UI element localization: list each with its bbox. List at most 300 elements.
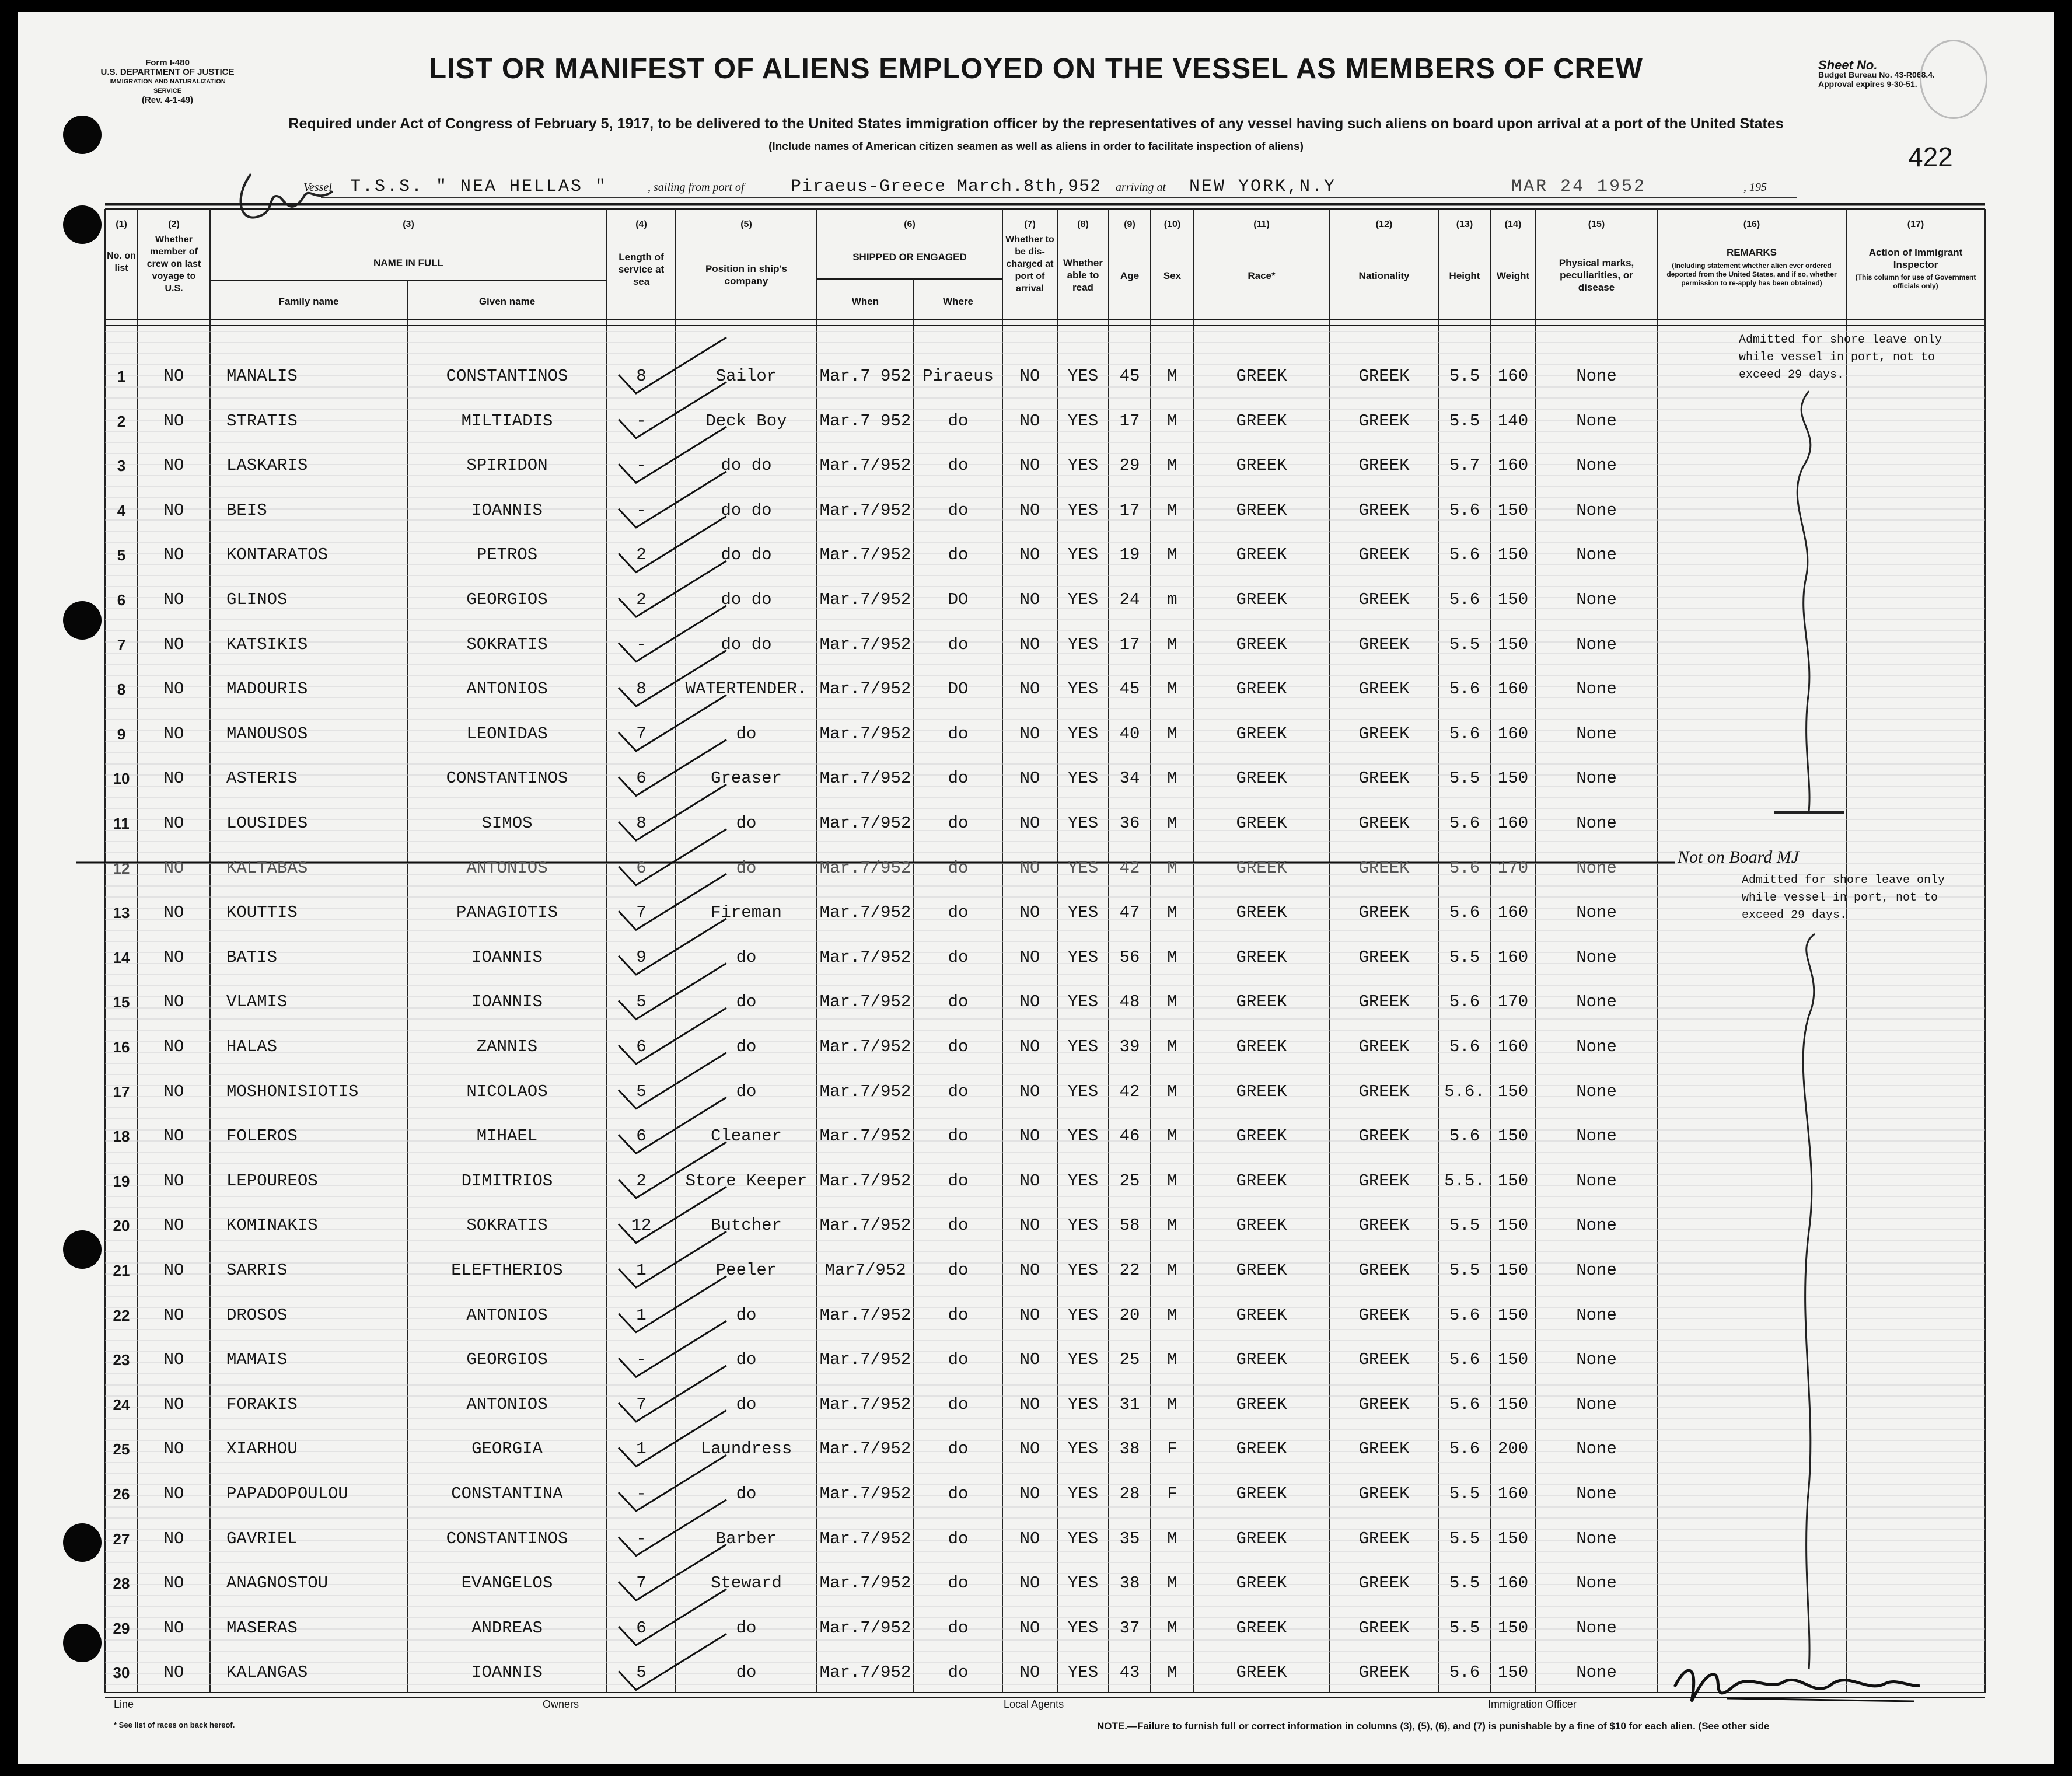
- check-mark: [619, 650, 726, 706]
- cell-family: LASKARIS: [226, 456, 308, 476]
- cell-nationality: GREEK: [1358, 1126, 1410, 1146]
- cell-n: 14: [113, 948, 130, 966]
- cell-sex: M: [1167, 1081, 1177, 1101]
- cell-height: 5.6: [1449, 500, 1480, 520]
- remark-bracket-1: [1739, 385, 1856, 829]
- cell-read: YES: [1067, 634, 1099, 654]
- cell-nationality: GREEK: [1358, 1305, 1410, 1325]
- cell-service: 6: [636, 769, 647, 788]
- cell-family: GAVRIEL: [226, 1529, 298, 1548]
- cell-age: 34: [1119, 769, 1140, 788]
- cell-given: MIHAEL: [476, 1126, 538, 1146]
- cell-given: CONSTANTINA: [451, 1484, 563, 1503]
- cell-where: Piraeus: [923, 367, 994, 386]
- check-mark: [619, 1321, 726, 1377]
- cell-weight: 150: [1497, 1216, 1529, 1236]
- cell-height: 5.5: [1449, 1573, 1480, 1593]
- cell-race: GREEK: [1236, 1663, 1287, 1683]
- col-8-header: Whether able to read: [1063, 257, 1103, 293]
- check-mark: [619, 1097, 726, 1153]
- cell-weight: 160: [1497, 367, 1529, 386]
- cell-where: do: [948, 1037, 969, 1056]
- cell-n: 25: [113, 1440, 130, 1459]
- cell-family: SARRIS: [226, 1261, 288, 1280]
- cell-family: MANOUSOS: [226, 724, 308, 744]
- cell-sex: M: [1167, 858, 1177, 878]
- cell-race: GREEK: [1236, 1484, 1287, 1503]
- cell-age: 42: [1119, 858, 1140, 878]
- cell-service: -: [636, 634, 647, 654]
- cell-nationality: GREEK: [1358, 992, 1410, 1012]
- cell-marks: None: [1576, 411, 1617, 431]
- cell-read: YES: [1067, 411, 1099, 431]
- cell-service: 1: [636, 1305, 647, 1325]
- cell-read: YES: [1067, 769, 1099, 788]
- cell-read: YES: [1067, 814, 1099, 833]
- cell-height: 5.6: [1449, 858, 1480, 878]
- col-14-number: (14): [1504, 219, 1522, 229]
- cell-marks: None: [1576, 1037, 1617, 1056]
- cell-nationality: GREEK: [1358, 1216, 1410, 1236]
- cell-height: 5.6: [1449, 545, 1480, 565]
- cell-weight: 200: [1497, 1439, 1529, 1459]
- cell-position: do do: [721, 545, 772, 565]
- cell-n: 30: [113, 1664, 130, 1682]
- cell-family: KONTARATOS: [226, 545, 329, 565]
- cell-where: do: [948, 1484, 969, 1503]
- cell-marks: None: [1576, 1484, 1617, 1503]
- cell-position: do do: [721, 634, 772, 654]
- cell-height: 5.5: [1449, 1618, 1480, 1638]
- cell-prev: NO: [163, 814, 184, 833]
- cell-given: EVANGELOS: [461, 1573, 553, 1593]
- cell-marks: None: [1576, 590, 1617, 609]
- cell-prev: NO: [163, 634, 184, 654]
- cell-prev: NO: [163, 1305, 184, 1325]
- cell-age: 45: [1119, 679, 1140, 699]
- cell-race: GREEK: [1236, 367, 1287, 386]
- cell-nationality: GREEK: [1358, 679, 1410, 699]
- cell-marks: None: [1576, 1216, 1617, 1236]
- cell-discharge: NO: [1019, 1350, 1040, 1370]
- cell-given: DIMITRIOS: [461, 1171, 553, 1191]
- cell-when: Mar.7/952: [819, 769, 911, 788]
- cell-position: do: [736, 1484, 757, 1503]
- cell-when: Mar.7/952: [819, 814, 911, 833]
- cell-where: DO: [948, 679, 969, 699]
- cell-weight: 150: [1497, 1081, 1529, 1101]
- cell-when: Mar.7/952: [819, 456, 911, 476]
- cell-when: Mar.7/952: [819, 1081, 911, 1101]
- col-9-number: (9): [1124, 219, 1135, 229]
- cell-age: 38: [1119, 1439, 1140, 1459]
- cell-where: do: [948, 1529, 969, 1548]
- cell-marks: None: [1576, 947, 1617, 967]
- cell-family: HALAS: [226, 1037, 278, 1056]
- cell-sex: M: [1167, 1394, 1177, 1414]
- col-1-number: (1): [116, 219, 127, 229]
- cell-marks: None: [1576, 858, 1617, 878]
- cell-height: 5.6: [1449, 679, 1480, 699]
- cell-sex: M: [1167, 903, 1177, 923]
- cell-service: 7: [636, 724, 647, 744]
- cell-read: YES: [1067, 1484, 1099, 1503]
- cell-nationality: GREEK: [1358, 1261, 1410, 1280]
- cell-when: Mar.7/952: [819, 1305, 911, 1325]
- cell-sex: M: [1167, 992, 1177, 1012]
- cell-sex: M: [1167, 456, 1177, 476]
- col-14-header: Weight: [1496, 270, 1530, 281]
- cell-height: 5.6: [1449, 1394, 1480, 1414]
- cell-family: FORAKIS: [226, 1394, 298, 1414]
- cell-nationality: GREEK: [1358, 456, 1410, 476]
- footer-officer-label: Immigration Officer: [1488, 1698, 1577, 1710]
- form-revision: (Rev. 4-1-49): [141, 95, 194, 105]
- cell-read: YES: [1067, 590, 1099, 609]
- check-mark: [619, 561, 726, 617]
- cell-where: do: [948, 545, 969, 565]
- cell-discharge: NO: [1019, 724, 1040, 744]
- cell-prev: NO: [163, 1484, 184, 1503]
- cell-age: 56: [1119, 947, 1140, 967]
- cell-height: 5.6: [1449, 590, 1480, 609]
- cell-n: 4: [117, 501, 126, 519]
- cell-race: GREEK: [1236, 1529, 1287, 1548]
- cell-weight: 150: [1497, 1529, 1529, 1548]
- cell-read: YES: [1067, 1394, 1099, 1414]
- cell-sex: M: [1167, 1573, 1177, 1593]
- cell-race: GREEK: [1236, 679, 1287, 699]
- cell-prev: NO: [163, 590, 184, 609]
- cell-when: Mar.7/952: [819, 1573, 911, 1593]
- cell-discharge: NO: [1019, 1261, 1040, 1280]
- check-mark: [619, 784, 726, 840]
- cell-age: 39: [1119, 1037, 1140, 1056]
- cell-marks: None: [1576, 1618, 1617, 1638]
- cell-nationality: GREEK: [1358, 1171, 1410, 1191]
- cell-when: Mar.7/952: [819, 634, 911, 654]
- cell-when: Mar.7/952: [819, 1350, 911, 1370]
- cell-when: Mar.7/952: [819, 590, 911, 609]
- cell-age: 22: [1119, 1261, 1140, 1280]
- cell-race: GREEK: [1236, 634, 1287, 654]
- col-11-header: Race*: [1248, 270, 1276, 281]
- cell-marks: None: [1576, 367, 1617, 386]
- cell-position: Steward: [711, 1573, 782, 1593]
- cell-where: do: [948, 634, 969, 654]
- cell-age: 28: [1119, 1484, 1140, 1503]
- remark-line: Admitted for shore leave only: [1742, 874, 1945, 887]
- cell-prev: NO: [163, 1573, 184, 1593]
- cell-nationality: GREEK: [1358, 903, 1410, 923]
- cell-sex: M: [1167, 367, 1177, 386]
- check-mark: [619, 963, 726, 1019]
- cell-given: CONSTANTINOS: [446, 367, 568, 386]
- cell-nationality: GREEK: [1358, 1081, 1410, 1101]
- cell-prev: NO: [163, 411, 184, 431]
- cell-service: 7: [636, 1573, 647, 1593]
- cell-prev: NO: [163, 679, 184, 699]
- col-12-number: (12): [1375, 219, 1393, 229]
- col-6-number: (6): [904, 219, 916, 229]
- cell-service: -: [636, 411, 647, 431]
- cell-when: Mar.7/952: [819, 1394, 911, 1414]
- arriving-label: arriving at: [1116, 181, 1166, 194]
- cell-marks: None: [1576, 1171, 1617, 1191]
- cell-family: BEIS: [226, 500, 267, 520]
- races-footnote: * See list of races on back hereof.: [114, 1721, 235, 1729]
- cell-given: IOANNIS: [471, 500, 543, 520]
- cell-weight: 170: [1497, 992, 1529, 1012]
- cell-where: do: [948, 724, 969, 744]
- cell-service: 6: [636, 1126, 647, 1146]
- cell-height: 5.6: [1449, 1439, 1480, 1459]
- cell-weight: 160: [1497, 814, 1529, 833]
- cell-marks: None: [1576, 992, 1617, 1012]
- col-7-header: Whether to be dis-charged at port of arrival: [1005, 235, 1054, 294]
- cell-marks: None: [1576, 1305, 1617, 1325]
- cell-read: YES: [1067, 1439, 1099, 1459]
- cell-race: GREEK: [1236, 1394, 1287, 1414]
- col-9-header: Age: [1120, 270, 1140, 281]
- cell-read: YES: [1067, 724, 1099, 744]
- cell-weight: 150: [1497, 545, 1529, 565]
- cell-sex: M: [1167, 545, 1177, 565]
- col-17-subheader: (This column for use of Government officials only): [1855, 273, 1976, 290]
- col-5-number: (5): [740, 219, 752, 229]
- check-mark: [619, 1634, 726, 1690]
- cell-where: do: [948, 769, 969, 788]
- cell-read: YES: [1067, 1663, 1099, 1683]
- cell-position: Fireman: [711, 903, 782, 923]
- cell-read: YES: [1067, 1126, 1099, 1146]
- cell-family: ASTERIS: [226, 769, 298, 788]
- cell-marks: None: [1576, 769, 1617, 788]
- department-name: U.S. DEPARTMENT OF JUSTICE: [100, 67, 235, 77]
- cell-n: 7: [117, 636, 126, 654]
- cell-marks: None: [1576, 1394, 1617, 1414]
- check-mark: [619, 1053, 726, 1109]
- cell-family: VLAMIS: [226, 992, 288, 1012]
- cell-family: MOSHONISIOTIS: [226, 1081, 359, 1101]
- cell-position: Greaser: [711, 769, 782, 788]
- cell-where: do: [948, 903, 969, 923]
- cell-where: do: [948, 1081, 969, 1101]
- cell-prev: NO: [163, 1394, 184, 1414]
- cell-n: 19: [113, 1172, 130, 1190]
- cell-marks: None: [1576, 903, 1617, 923]
- cell-discharge: NO: [1019, 367, 1040, 386]
- check-mark: [619, 695, 726, 751]
- cell-race: GREEK: [1236, 545, 1287, 565]
- cell-when: Mar.7/952: [819, 1663, 911, 1683]
- page-number: 422: [1908, 142, 1953, 172]
- check-mark: [619, 1008, 726, 1064]
- sailing-label: , sailing from port of: [648, 181, 745, 194]
- cell-when: Mar.7/952: [819, 1484, 911, 1503]
- cell-n: 17: [113, 1083, 130, 1101]
- cell-prev: NO: [163, 545, 184, 565]
- cell-age: 45: [1119, 367, 1140, 386]
- cell-position: do: [736, 814, 757, 833]
- cell-given: ANTONIOS: [466, 858, 548, 878]
- check-mark: [619, 829, 726, 885]
- manifest-page: [18, 12, 2054, 1764]
- cell-where: do: [948, 1350, 969, 1370]
- cell-family: FOLEROS: [226, 1126, 298, 1146]
- cell-position: do: [736, 1081, 757, 1101]
- cell-given: ANTONIOS: [466, 1394, 548, 1414]
- cell-when: Mar.7/952: [819, 992, 911, 1012]
- cell-n: 20: [113, 1217, 130, 1235]
- check-mark: [619, 739, 726, 795]
- cell-weight: 160: [1497, 947, 1529, 967]
- cell-n: 26: [113, 1485, 130, 1503]
- cell-nationality: GREEK: [1358, 1529, 1410, 1548]
- cell-read: YES: [1067, 1305, 1099, 1325]
- cell-n: 15: [113, 993, 130, 1011]
- cell-read: YES: [1067, 545, 1099, 565]
- cell-where: do: [948, 814, 969, 833]
- check-mark: [619, 919, 726, 975]
- check-mark: [619, 516, 726, 572]
- cell-height: 5.6: [1449, 1350, 1480, 1370]
- cell-family: PAPADOPOULOU: [226, 1484, 348, 1503]
- cell-service: 7: [636, 1394, 647, 1414]
- cell-nationality: GREEK: [1358, 1618, 1410, 1638]
- cell-discharge: NO: [1019, 411, 1040, 431]
- cell-weight: 150: [1497, 1126, 1529, 1146]
- cell-height: 5.5: [1449, 769, 1480, 788]
- remark-bracket-2: [1739, 928, 1856, 1681]
- cell-age: 19: [1119, 545, 1140, 565]
- cell-discharge: NO: [1019, 500, 1040, 520]
- cell-read: YES: [1067, 1216, 1099, 1236]
- cell-given: ELEFTHERIOS: [451, 1261, 563, 1280]
- cell-position: do: [736, 1037, 757, 1056]
- check-mark: [619, 1187, 726, 1243]
- check-mark: [619, 1544, 726, 1600]
- cell-nationality: GREEK: [1358, 724, 1410, 744]
- cell-service: 8: [636, 367, 647, 386]
- col-11-number: (11): [1253, 219, 1270, 229]
- cell-read: YES: [1067, 903, 1099, 923]
- cell-weight: 160: [1497, 679, 1529, 699]
- cell-marks: None: [1576, 724, 1617, 744]
- cell-nationality: GREEK: [1358, 500, 1410, 520]
- cell-service: 7: [636, 903, 647, 923]
- cell-discharge: NO: [1019, 1171, 1040, 1191]
- cell-position: do: [736, 1350, 757, 1370]
- cell-position: WATERTENDER.: [685, 679, 808, 699]
- col-13-header: Height: [1449, 270, 1480, 281]
- remark-line: exceed 29 days.: [1742, 909, 1847, 922]
- cell-when: Mar.7/952: [819, 500, 911, 520]
- cell-when: Mar.7/952: [819, 1171, 911, 1191]
- col-6-where-header: Where: [943, 296, 973, 307]
- cell-n: 10: [113, 770, 130, 788]
- col-10-header: Sex: [1163, 270, 1182, 281]
- cell-marks: None: [1576, 1261, 1617, 1280]
- cell-age: 20: [1119, 1305, 1140, 1325]
- cell-race: GREEK: [1236, 769, 1287, 788]
- cell-height: 5.6: [1449, 814, 1480, 833]
- cell-family: MASERAS: [226, 1618, 298, 1638]
- cell-age: 17: [1119, 411, 1140, 431]
- cell-marks: None: [1576, 456, 1617, 476]
- cell-weight: 160: [1497, 903, 1529, 923]
- approval-expiry: Approval expires 9-30-51.: [1818, 79, 1917, 89]
- cell-sex: M: [1167, 1126, 1177, 1146]
- cell-read: YES: [1067, 367, 1099, 386]
- cell-discharge: NO: [1019, 1484, 1040, 1503]
- cell-where: do: [948, 1126, 969, 1146]
- cell-given: ZANNIS: [476, 1037, 538, 1056]
- cell-nationality: GREEK: [1358, 1663, 1410, 1683]
- cell-read: YES: [1067, 858, 1099, 878]
- cell-read: YES: [1067, 1573, 1099, 1593]
- cell-read: YES: [1067, 1529, 1099, 1548]
- cell-read: YES: [1067, 1350, 1099, 1370]
- cell-discharge: NO: [1019, 903, 1040, 923]
- cell-marks: None: [1576, 1663, 1617, 1683]
- cell-age: 37: [1119, 1618, 1140, 1638]
- cell-sex: m: [1167, 590, 1177, 609]
- cell-sex: M: [1167, 769, 1177, 788]
- cell-height: 5.5: [1449, 1529, 1480, 1548]
- cell-prev: NO: [163, 947, 184, 967]
- vessel-name: T.S.S. " NEA HELLAS ": [350, 177, 608, 197]
- cell-height: 5.5: [1449, 1484, 1480, 1503]
- cell-age: 38: [1119, 1573, 1140, 1593]
- cell-nationality: GREEK: [1358, 634, 1410, 654]
- cell-given: GEORGIOS: [466, 1350, 548, 1370]
- footer-owners-label: Owners: [543, 1698, 579, 1710]
- col-15-header: Physical marks, peculiarities, or disease: [1559, 257, 1634, 293]
- cell-weight: 150: [1497, 769, 1529, 788]
- cell-marks: None: [1576, 634, 1617, 654]
- cell-service: -: [636, 456, 647, 476]
- cell-when: Mar.7/952: [819, 1037, 911, 1056]
- cell-weight: 150: [1497, 500, 1529, 520]
- cell-nationality: GREEK: [1358, 1037, 1410, 1056]
- cell-race: GREEK: [1236, 858, 1287, 878]
- check-mark: [619, 606, 726, 662]
- cell-weight: 150: [1497, 634, 1529, 654]
- col-4-header: Length of service at sea: [618, 252, 665, 287]
- cell-when: Mar7/952: [824, 1261, 906, 1280]
- cell-race: GREEK: [1236, 1171, 1287, 1191]
- cell-service: 1: [636, 1439, 647, 1459]
- check-mark: [619, 337, 726, 393]
- cell-position: Sailor: [715, 367, 777, 386]
- cell-given: CONSTANTINOS: [446, 1529, 568, 1548]
- cell-nationality: GREEK: [1358, 769, 1410, 788]
- cell-age: 48: [1119, 992, 1140, 1012]
- cell-n: 2: [117, 412, 126, 430]
- sheet-label: Sheet No.: [1818, 58, 1878, 72]
- cell-given: NICOLAOS: [466, 1081, 548, 1101]
- cell-height: 5.6: [1449, 1305, 1480, 1325]
- cell-marks: None: [1576, 679, 1617, 699]
- col-13-number: (13): [1456, 219, 1473, 229]
- cell-read: YES: [1067, 456, 1099, 476]
- cell-discharge: NO: [1019, 1037, 1040, 1056]
- col-6-header: SHIPPED OR ENGAGED: [852, 252, 967, 263]
- cell-when: Mar.7/952: [819, 545, 911, 565]
- cell-n: 21: [113, 1262, 130, 1279]
- col-4-number: (4): [635, 219, 647, 229]
